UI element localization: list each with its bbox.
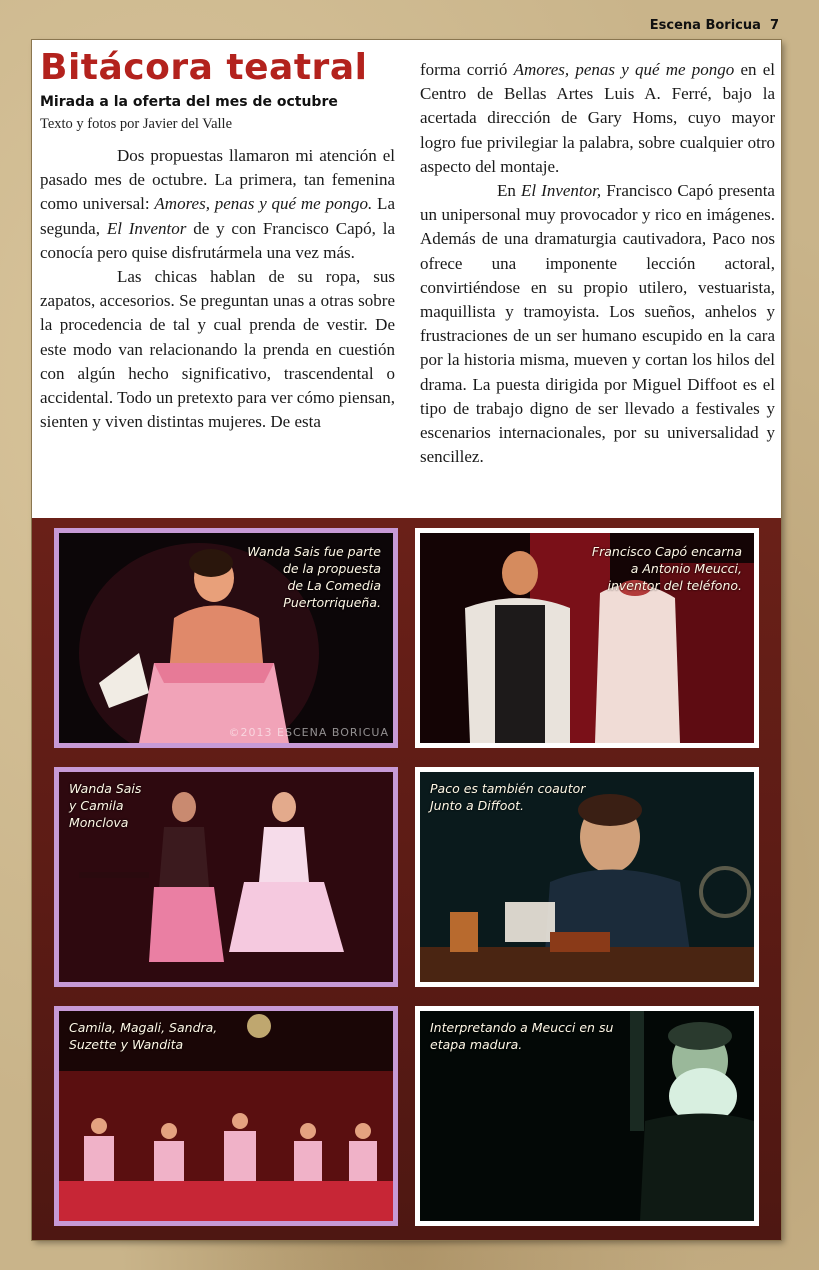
right-column <box>420 58 775 469</box>
caption-line: Wanda Sais <box>69 781 142 796</box>
magazine-page <box>32 40 781 1240</box>
photo-paco-coautor <box>415 767 759 987</box>
text-run: en el Centro de Bellas Artes Luis A. Ferré, bajo la acertada dirección de Gary Homs, cuyo mayor logro fue privilegiar la palabra, sobre cualquier otro aspecto del montaje. <box>420 60 775 176</box>
article-text <box>32 40 781 518</box>
photo-caption <box>69 1019 217 1053</box>
photo-wanda-sais <box>54 528 398 748</box>
paragraph-2: Las chicas hablan de su ropa, sus zapatos, accesorios. Se preguntan unas a otras sobre la procedencia de tal y cual prenda de vestir. De este modo van relacionando la prenda en cuestión con algún hecho significativo, trascendental o accidental. Todo un pretexto para ver cómo piensan, sienten y viven distintas mujeres. De esta <box>40 267 395 432</box>
photo-caption <box>430 1019 613 1053</box>
text-run: En <box>497 181 521 201</box>
paragraph-4 <box>420 179 775 469</box>
text-run: de y con Francisco Capó, la conocía pero quise disfrutármela una vez más. <box>40 218 395 262</box>
photo-wanda-camila <box>54 767 398 987</box>
caption-line: Paco es también coautor <box>430 781 586 796</box>
article-byline: Texto y fotos por Javier del Valle <box>40 116 233 132</box>
left-column <box>40 144 395 434</box>
text-run: La segunda, <box>40 194 395 238</box>
play-title: Amores, penas y qué me pongo <box>513 60 735 79</box>
caption-line: Suzette y Wandita <box>69 1037 184 1052</box>
play-title: Amores, penas y qué me pongo. <box>154 194 373 214</box>
photo-caption <box>247 543 381 611</box>
copyright-watermark: ©2013 ESCENA BORICUA <box>228 726 389 739</box>
text-run: Dos propuestas llamaron mi atención el pasado mes de octubre. La primera, tan femenina como universal: <box>40 146 395 214</box>
caption-line: a Antonio Meucci, <box>630 561 742 576</box>
article-title: Bitácora teatral <box>40 47 368 88</box>
caption-line: de La Comedia <box>287 578 381 593</box>
text-run: forma corrió <box>420 60 514 79</box>
play-title: El Inventor <box>106 218 187 238</box>
page-number: 7 <box>769 18 779 33</box>
photo-caption <box>69 780 141 831</box>
caption-line: Interpretando a Meucci en su <box>430 1020 614 1035</box>
photo-caption <box>592 543 742 594</box>
caption-line: Wanda Sais fue parte <box>247 544 381 559</box>
caption-line: Francisco Capó encarna <box>591 544 742 559</box>
text-run: Francisco Capó presenta un unipersonal muy provocador y rico en imágenes. Además de una dramaturgia cautivadora, Paco nos ofrece una imponente lección actoral, convirtiéndose en su propio utilero, vestuarista, maquillista y tramoyista. Los sueños, anhelos y frustraciones de un ser humano escupido en la cara por la historia misma, mueven y cortan los hilos del drama. La puesta dirigida por Miguel Diffoot es el tipo de trabajo digno de ser llevado a festivales y escenarios internacionales, por su universalidad y sencillez. <box>420 181 775 467</box>
article-subtitle: Mirada a la oferta del mes de octubre <box>40 94 338 110</box>
caption-line: y Camila <box>69 798 124 813</box>
caption-line: Puertorriqueña. <box>283 595 381 610</box>
photo-francisco-capo <box>415 528 759 748</box>
caption-line: de la propuesta <box>282 561 381 576</box>
section-name: Escena Boricua <box>649 18 761 33</box>
caption-line: inventor del teléfono. <box>607 578 742 593</box>
photo-meucci-mature <box>415 1006 759 1226</box>
photo-caption <box>430 780 585 814</box>
caption-line: Camila, Magali, Sandra, <box>69 1020 218 1035</box>
caption-line: Monclova <box>69 815 129 830</box>
play-title: El Inventor, <box>520 181 602 201</box>
paragraph-3 <box>420 58 775 179</box>
paragraph-1 <box>40 144 395 265</box>
caption-line: etapa madura. <box>430 1037 523 1052</box>
caption-line: Junto a Diffoot. <box>430 798 524 813</box>
photo-gallery <box>32 518 781 1240</box>
running-header <box>650 18 779 33</box>
photo-cast-stage <box>54 1006 398 1226</box>
